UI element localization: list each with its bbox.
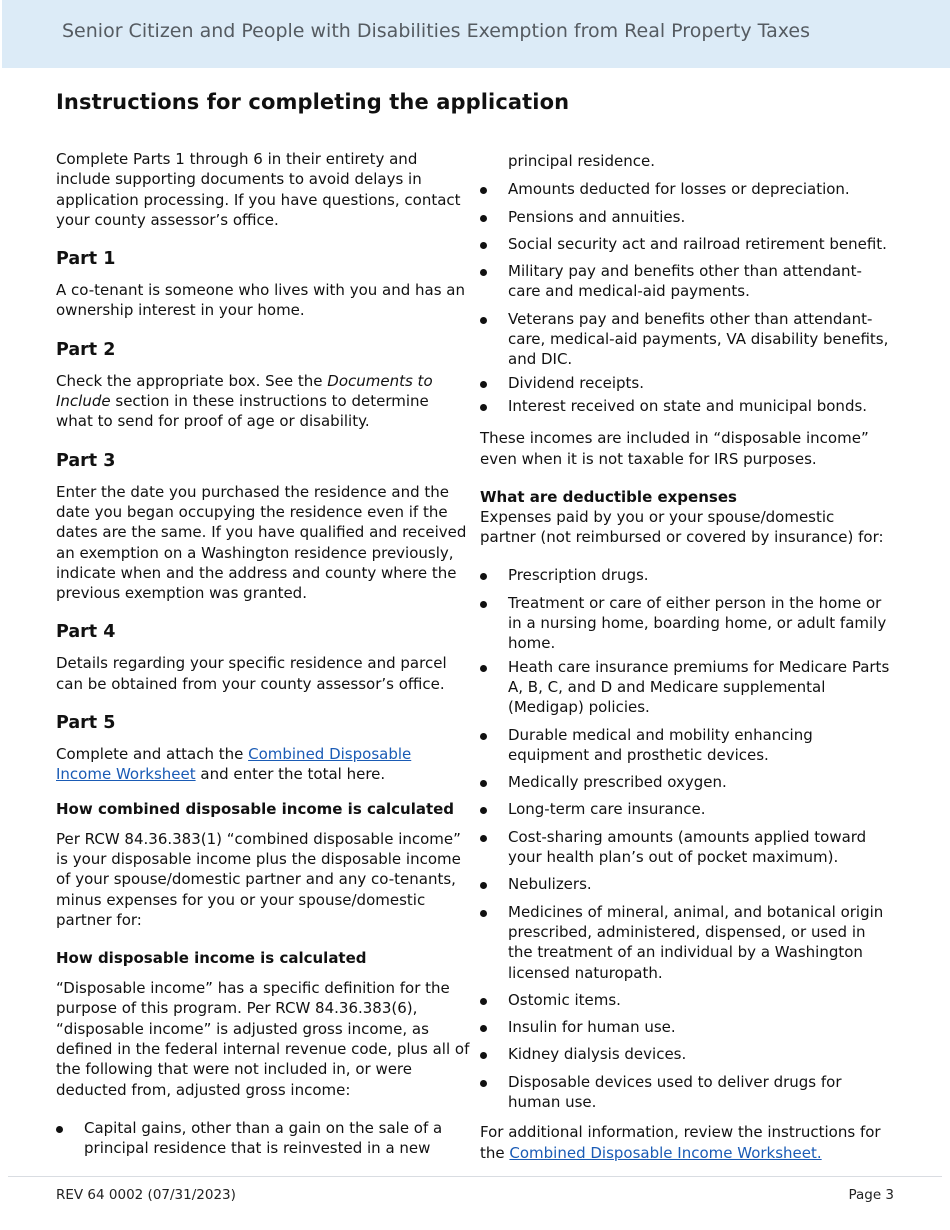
part-2-heading: Part 2 [56, 339, 116, 360]
form-id: REV 64 0002 (07/31/2023) [56, 1187, 236, 1203]
bullet-icon [480, 215, 487, 222]
bullet-icon [480, 269, 487, 276]
part-1-text: A co-tenant is someone who lives with you and has an ownership interest in your home. [56, 281, 466, 320]
list-item: Cost-sharing amounts (amounts applied toward your health plan’s out of pocket maximum). [480, 827, 892, 868]
list-item: Pensions and annuities. [480, 207, 892, 227]
included-income-note: These incomes are included in “disposable income” even when it is not taxable for IRS purposes. [480, 429, 869, 468]
income-items-list [480, 179, 892, 416]
list-item: Insulin for human use. [480, 1017, 892, 1037]
list-item: Disposable devices used to deliver drugs for human use. [480, 1072, 892, 1113]
bullet-icon [480, 780, 487, 787]
bullet-icon [480, 187, 487, 194]
document-title: Senior Citizen and People with Disabilities Exemption from Real Property Taxes [62, 20, 810, 42]
bullet-icon [480, 1052, 487, 1059]
page-number: Page 3 [848, 1187, 894, 1203]
bullet-icon [480, 573, 487, 580]
expense-items-list [480, 565, 892, 1112]
list-item: Dividend receipts. [480, 373, 892, 393]
disposable-income-heading: How disposable income is calculated [56, 949, 367, 968]
combined-income-heading: How combined disposable income is calculated [56, 799, 455, 818]
left-column [56, 149, 470, 1166]
list-item: Prescription drugs. [480, 565, 892, 585]
list-item: Veterans pay and benefits other than attendant-care, medical-aid payments, VA disability benefits, and DIC. [480, 309, 892, 370]
right-column [480, 151, 892, 1163]
page-title: Instructions for completing the application [56, 90, 570, 114]
bullet-icon [480, 998, 487, 1005]
bullet-icon [480, 404, 487, 411]
list-item: Durable medical and mobility enhancing equipment and prosthetic devices. [480, 725, 892, 766]
bullet-icon [480, 601, 487, 608]
list-item: Medically prescribed oxygen. [480, 772, 892, 792]
bullet-icon [480, 910, 487, 917]
list-item: Nebulizers. [480, 874, 892, 894]
list-item-continuation: principal residence. [508, 152, 655, 170]
list-item: Amounts deducted for losses or depreciation. [480, 179, 892, 199]
deductible-expenses-heading: What are deductible expenses [480, 487, 737, 506]
bullet-icon [480, 835, 487, 842]
combined-disposable-income-worksheet-link[interactable]: Combined Disposable Income Worksheet. [509, 1143, 822, 1162]
combined-income-text: Per RCW 84.36.383(1) “combined disposable income” is your disposable income plus the disposable income of your spouse/domestic partner and any co-tenants, minus expenses for you or your spouse/domestic partner for: [56, 829, 461, 929]
part-4-text: Details regarding your specific residence and parcel can be obtained from your county assessor’s office. [56, 654, 447, 693]
bullet-icon [480, 733, 487, 740]
bullet-icon [56, 1126, 63, 1133]
list-item: Treatment or care of either person in the home or in a nursing home, boarding home, or adult family home. [480, 593, 892, 654]
part-1-heading: Part 1 [56, 249, 116, 270]
bullet-icon [480, 381, 487, 388]
bullet-icon [480, 665, 487, 672]
combined-disposable-income-worksheet-link[interactable]: Combined Disposable Income Worksheet [56, 745, 412, 784]
list-item: Ostomic items. [480, 990, 892, 1010]
income-list-start [56, 1118, 470, 1159]
list-item: Military pay and benefits other than attendant-care and medical-aid payments. [480, 261, 892, 302]
bullet-icon [480, 317, 487, 324]
intro-paragraph: Complete Parts 1 through 6 in their entirety and include supporting documents to avoid delays in application processing. If you have questions, contact your county assessor’s office. [56, 150, 461, 229]
list-item: Interest received on state and municipal bonds. [480, 396, 892, 416]
bullet-icon [480, 1080, 487, 1087]
deductible-expenses-text: Expenses paid by you or your spouse/domestic partner (not reimbursed or covered by insurance) for: [480, 507, 884, 547]
list-item: Social security act and railroad retirement benefit. [480, 234, 892, 254]
part-3-heading: Part 3 [56, 450, 116, 471]
part-3-text: Enter the date you purchased the residence and the date you began occupying the residence even if the dates are the same. If you have qualified and received an exemption on a Washington residence previously, indicate when and the address and county where the previous exemption was granted. [56, 482, 467, 603]
header-banner [2, 0, 950, 68]
disposable-income-text: “Disposable income” has a specific definition for the purpose of this program. Per RCW 84.36.383(6), “disposable income” is adjusted gross income, as defined in the federal internal revenue code, plus all of the following that were not included in, or were deducted from, adjusted gross income: [56, 979, 470, 1099]
part-2-text: Check the appropriate box. See the Documents to Include section in these instructions to determine what to send for proof of age or disability. [56, 371, 433, 431]
bullet-icon [480, 1025, 487, 1032]
list-item: Heath care insurance premiums for Medicare Parts A, B, C, and D and Medicare supplemental (Medigap) policies. [480, 657, 892, 718]
list-item: Long-term care insurance. [480, 799, 892, 819]
list-item: Medicines of mineral, animal, and botanical origin prescribed, administered, dispensed, or used in the treatment of an individual by a Washington licensed naturopath. [480, 902, 892, 983]
list-item: Kidney dialysis devices. [480, 1044, 892, 1064]
bullet-icon [480, 242, 487, 249]
bullet-icon [480, 807, 487, 814]
bullet-icon [480, 882, 487, 889]
closing-paragraph: For additional information, review the instructions for the Combined Disposable Income Worksheet. [480, 1123, 881, 1162]
part-5-text: Complete and attach the Combined Disposable Income Worksheet and enter the total here. [56, 745, 412, 784]
part-5-heading: Part 5 [56, 713, 116, 734]
list-item: Capital gains, other than a gain on the sale of a principal residence that is reinvested in a new [56, 1118, 470, 1159]
documents-to-include-reference: Documents to Include [56, 371, 433, 411]
part-4-heading: Part 4 [56, 622, 116, 643]
footer-divider [8, 1176, 942, 1177]
